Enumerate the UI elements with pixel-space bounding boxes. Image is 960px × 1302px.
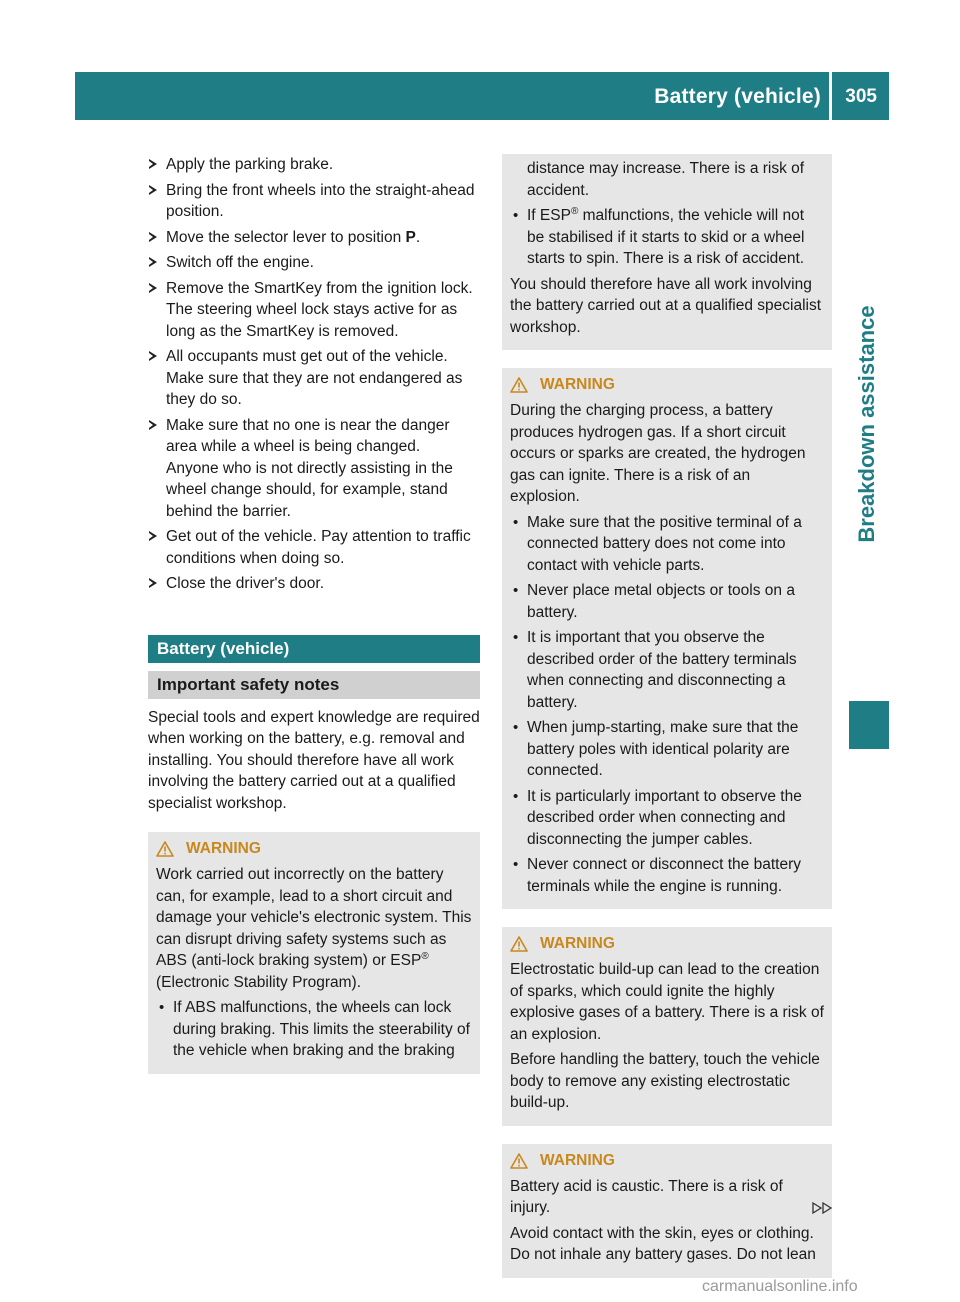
warning-bullet — [510, 854, 824, 897]
step-text: Make sure that no one is near the danger area while a wheel is being changed. — [166, 416, 450, 455]
step-text: Switch off the engine. — [166, 254, 314, 271]
bullet-text: Never connect or disconnect the battery terminals while the engine is running. — [527, 856, 801, 895]
bullet-continuation: distance may increase. There is a risk of accident. — [527, 160, 805, 199]
warning-box — [502, 1144, 832, 1278]
warning-box — [502, 927, 832, 1126]
bullet-text: malfunctions, the vehicle will not be stabilised if it starts to skid or a wheel starts to spin. There is a risk of accident. — [527, 207, 805, 267]
warning-text — [156, 864, 472, 993]
registered-mark: ® — [570, 205, 579, 217]
header-title: Battery (vehicle) — [654, 85, 821, 108]
step-note: Anyone who is not directly assisting in the wheel change should, for example, stand behind the barrier. — [166, 459, 453, 520]
bullet-dot-icon: • — [159, 999, 165, 1016]
warning-bullet — [510, 580, 824, 623]
warning-label: WARNING — [540, 1151, 615, 1169]
warning-bullet — [510, 717, 824, 782]
header-divider — [829, 72, 832, 120]
step-arrow-icon — [149, 420, 157, 430]
warning-text: During the charging process, a battery produces hydrogen gas. If a short circuit occurs or sparks are created, the hydrogen gas can ignite. There is a risk of an explosion. — [510, 402, 806, 505]
bullet-dot-icon: • — [513, 513, 519, 531]
warning-bullet — [156, 997, 472, 1062]
bullet-text: If ESP — [527, 207, 571, 224]
bullet-dot-icon: • — [513, 856, 519, 873]
warning-triangle-icon — [510, 377, 528, 393]
warning-label: WARNING — [540, 935, 615, 952]
page-number: 305 — [845, 86, 877, 107]
bullet-dot-icon: • — [513, 582, 519, 599]
warning-header — [510, 1150, 824, 1172]
bullet-dot-icon: • — [513, 207, 519, 224]
step-item — [148, 346, 480, 411]
warning-bullet — [510, 786, 824, 851]
bullet-dot-icon: • — [513, 719, 519, 736]
step-item — [148, 180, 480, 223]
step-arrow-icon — [149, 283, 157, 293]
step-text: Apply the parking brake. — [166, 156, 334, 173]
bullet-text: It is particularly important to observe the described order when connecting and disconnecting the jumper cables. — [527, 787, 802, 848]
step-arrow-icon — [149, 351, 157, 361]
step-text: Close the driver's door. — [166, 575, 325, 592]
warning-text: Battery acid is caustic. There is a risk of injury. — [510, 1177, 783, 1216]
bullet-text: Never place metal objects or tools on a battery. — [527, 582, 795, 621]
warning-label: WARNING — [540, 376, 615, 393]
step-text: Get out of the vehicle. Pay attention to traffic conditions when doing so. — [166, 528, 471, 567]
warning-text: Before handling the battery, touch the vehicle body to remove any existing electrostatic build-up. — [510, 1051, 820, 1111]
step-item — [148, 526, 480, 569]
step-arrow-icon — [149, 531, 157, 541]
step-arrow-icon — [149, 257, 157, 267]
bullet-dot-icon: • — [513, 787, 519, 805]
step-text: Remove the SmartKey from the ignition lock. — [166, 279, 473, 297]
step-text: . — [415, 228, 421, 246]
step-text: Move the selector lever to position — [166, 228, 406, 246]
side-tab — [845, 126, 889, 722]
bullet-text: When jump-starting, make sure that the battery poles with identical polarity are connected. — [527, 719, 799, 779]
step-text: Bring the front wheels into the straight-ahead position. — [166, 181, 475, 220]
right-column — [502, 154, 832, 1278]
warning-text-part: (Electronic Stability Program). — [156, 973, 362, 991]
warning-box — [502, 368, 832, 909]
left-column — [148, 154, 480, 1074]
step-item — [148, 227, 480, 249]
page-header — [75, 72, 889, 120]
step-text-bold: P — [405, 228, 416, 246]
side-tab-label: Breakdown assistance — [854, 305, 879, 543]
warning-triangle-icon — [156, 841, 174, 857]
step-arrow-icon — [149, 185, 157, 195]
step-item — [148, 415, 480, 523]
bullet-text: It is important that you observe the described order of the battery terminals when connecting and disconnecting a battery. — [527, 629, 797, 711]
continued-arrows-icon — [811, 1201, 835, 1215]
intro-paragraph: Special tools and expert knowledge are required when working on the battery, e.g. removal and installing. You should therefore have all work involving the battery carried out at a qualified specialist workshop. — [148, 708, 480, 812]
warning-text-part: Work carried out incorrectly on the battery can, for example, lead to a short circuit and damage your vehicle's electronic system. This can disrupt driving safety systems such as ABS (anti-lock braking system) or ESP — [156, 866, 472, 969]
step-text: All occupants must get out of the vehicle. — [166, 348, 448, 365]
registered-mark: ® — [421, 950, 429, 962]
step-arrow-icon — [149, 232, 157, 242]
warning-label: WARNING — [186, 840, 261, 857]
bullet-text: If ABS malfunctions, the wheels can lock during braking. This limits the steerability of the vehicle when braking and the braking — [173, 999, 470, 1059]
warning-box — [148, 832, 480, 1074]
warning-text: Electrostatic build-up can lead to the creation of sparks, which could ignite the highly explosive gases of a battery. There is a risk of an explosion. — [510, 961, 824, 1043]
section-heading: Battery (vehicle) — [148, 635, 480, 663]
warning-triangle-icon — [510, 936, 528, 952]
subsection-heading: Important safety notes — [148, 671, 480, 699]
side-tab-block — [849, 701, 889, 749]
step-item — [148, 278, 480, 343]
step-note: The steering wheel lock stays active for as long as the SmartKey is removed. — [166, 301, 458, 340]
bullet-dot-icon: • — [513, 629, 519, 646]
warning-header — [156, 838, 472, 860]
warning-bullet — [510, 627, 824, 713]
step-item — [148, 252, 480, 274]
warning-header — [510, 374, 824, 396]
step-item — [148, 154, 480, 176]
step-note: Make sure that they are not endangered as they do so. — [166, 369, 463, 408]
step-arrow-icon — [149, 578, 157, 588]
watermark: carmanualsonline.info — [702, 1278, 858, 1295]
warning-text: You should therefore have all work involving the battery carried out at a qualified specialist workshop. — [510, 275, 822, 336]
step-arrow-icon — [149, 159, 157, 169]
warning-bullet — [510, 512, 824, 577]
step-item — [148, 573, 480, 595]
warning-box-continued — [502, 154, 832, 350]
bullet-text: Make sure that the positive terminal of a connected battery does not come into contact with vehicle parts. — [527, 513, 802, 574]
warning-header — [510, 933, 824, 955]
warning-triangle-icon — [510, 1153, 528, 1169]
warning-text: Avoid contact with the skin, eyes or clothing. Do not inhale any battery gases. Do not lean — [510, 1224, 816, 1263]
warning-bullet — [510, 205, 824, 270]
